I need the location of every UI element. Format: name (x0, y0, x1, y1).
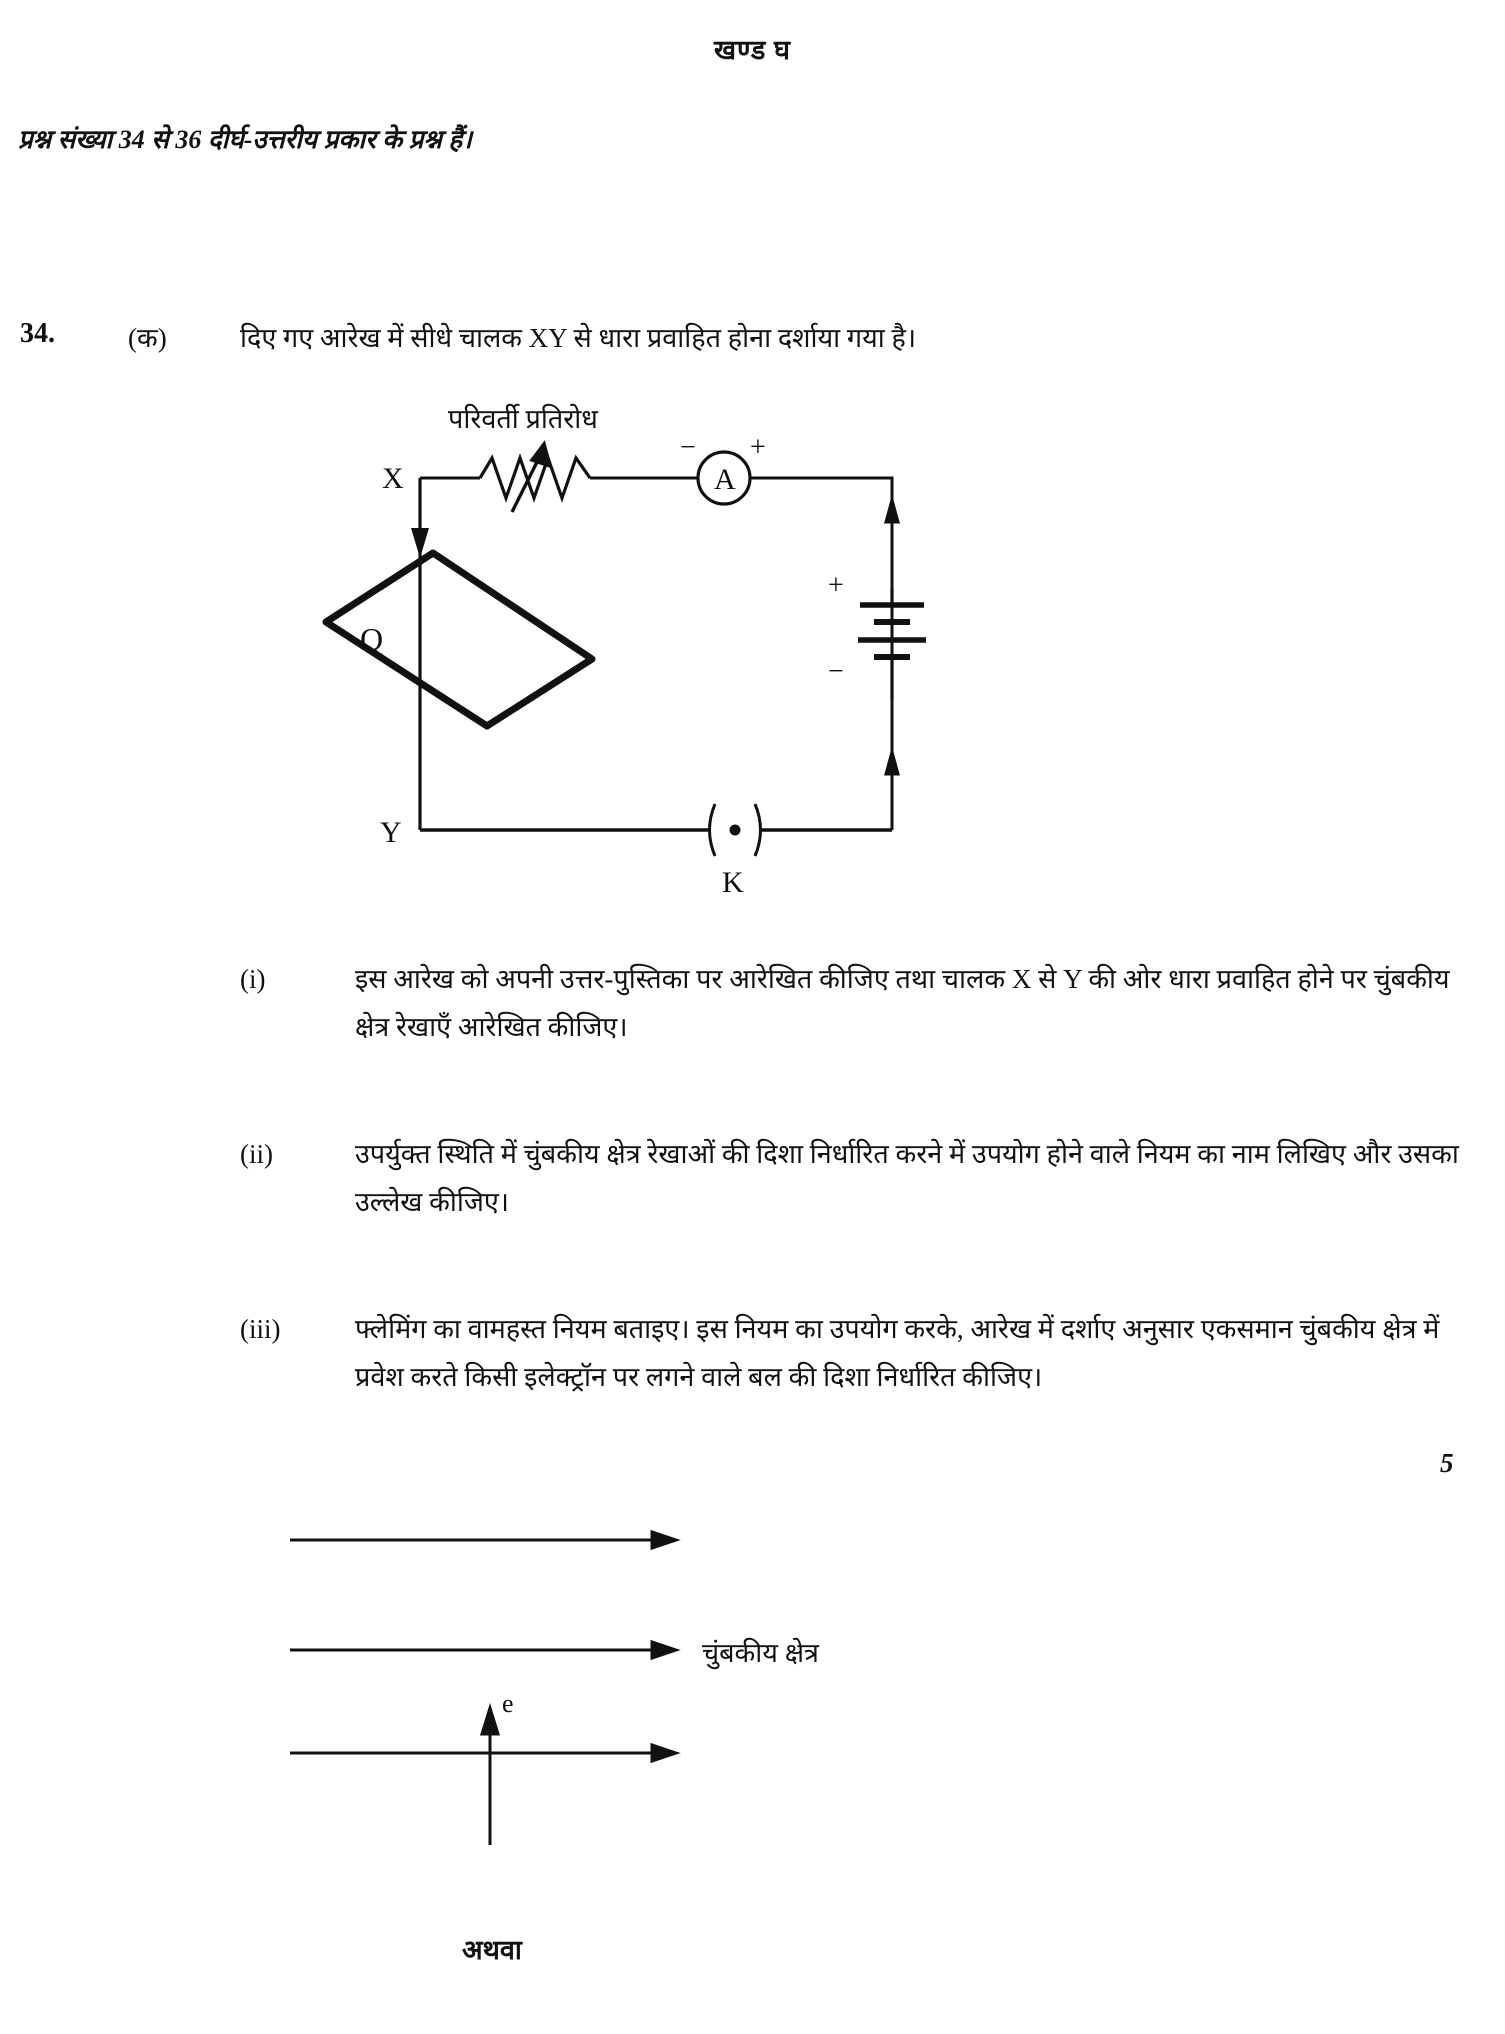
or-divider: अथवा (462, 1935, 522, 1965)
rheostat-slider-arrow (512, 444, 550, 512)
wire-ammeter-to-corner (750, 478, 892, 700)
battery-plus-label: + (828, 570, 844, 601)
marks-indicator: 5 (1440, 1448, 1454, 1478)
terminal-x-label: X (382, 462, 404, 495)
sub-question-i-text: इस आरेख को अपनी उत्तर-पुस्तिका पर आरेखित कीजिए तथा चालक X से Y की ओर धारा प्रवाहित होने पर चुंबकीय क्षेत्र रेखाएँ आरेखित कीजिए। (355, 964, 1450, 1043)
question-stem: दिए गए आरेख में सीधे चालक XY से धारा प्रवाहित होना दर्शाया गया है। (240, 323, 917, 353)
ammeter-plus-label: + (750, 432, 766, 463)
sub-question-iii-text: फ्लेमिंग का वामहस्त नियम बताइए। इस नियम का उपयोग करके, आरेख में दर्शाए अनुसार एकसमान चुंबकीय क्षेत्र में प्रवेश करते किसी इलेक्ट्रॉन पर लगने वाले बल की दिशा निर्धारित कीजिए। (355, 1314, 1440, 1393)
variable-resistance-label: परिवर्ती प्रतिरोध (448, 404, 598, 434)
field-line-3 (290, 1745, 676, 1761)
current-arrow-right-upper (886, 500, 898, 548)
question-part-label: (क) (128, 323, 167, 353)
sub-question-ii-label: (ii) (240, 1139, 273, 1169)
battery-minus-label: − (828, 656, 844, 687)
electron-label: e (502, 1689, 514, 1718)
sub-question-iii (240, 1305, 1470, 1401)
sub-question-ii (240, 1130, 1470, 1226)
question-number: 34. (20, 318, 55, 349)
ammeter-minus-label: − (680, 432, 696, 463)
sub-question-ii-text: उपर्युक्त स्थिति में चुंबकीय क्षेत्र रेखाओं की दिशा निर्धारित करने में उपयोग होने वाले नियम का नाम लिखिए और उसका उल्लेख कीजिए। (355, 1139, 1459, 1218)
field-line-1 (290, 1532, 676, 1548)
sub-question-i-label: (i) (240, 964, 266, 994)
circuit-diagram (300, 400, 1060, 920)
magnetic-field-label: चुंबकीय क्षेत्र (702, 1638, 819, 1668)
ammeter-letter: A (714, 463, 736, 496)
section-header: खण्ड घ (713, 35, 792, 65)
magnetic-field-diagram (290, 1500, 990, 1900)
region-q-label: Q (360, 621, 384, 657)
current-arrow-right-lower (886, 752, 898, 800)
key-label: K (722, 866, 744, 899)
key-symbol (710, 804, 761, 856)
section-instruction: प्रश्न संख्या 34 से 36 दीर्घ-उत्तरीय प्रकार के प्रश्न हैं। (18, 125, 473, 154)
ammeter-symbol (698, 452, 750, 504)
sub-question-iii-label: (iii) (240, 1314, 281, 1344)
terminal-y-label: Y (380, 816, 402, 849)
electron-velocity-arrow (482, 1708, 498, 1845)
field-line-2 (290, 1642, 676, 1658)
sub-question-i (240, 955, 1470, 1051)
